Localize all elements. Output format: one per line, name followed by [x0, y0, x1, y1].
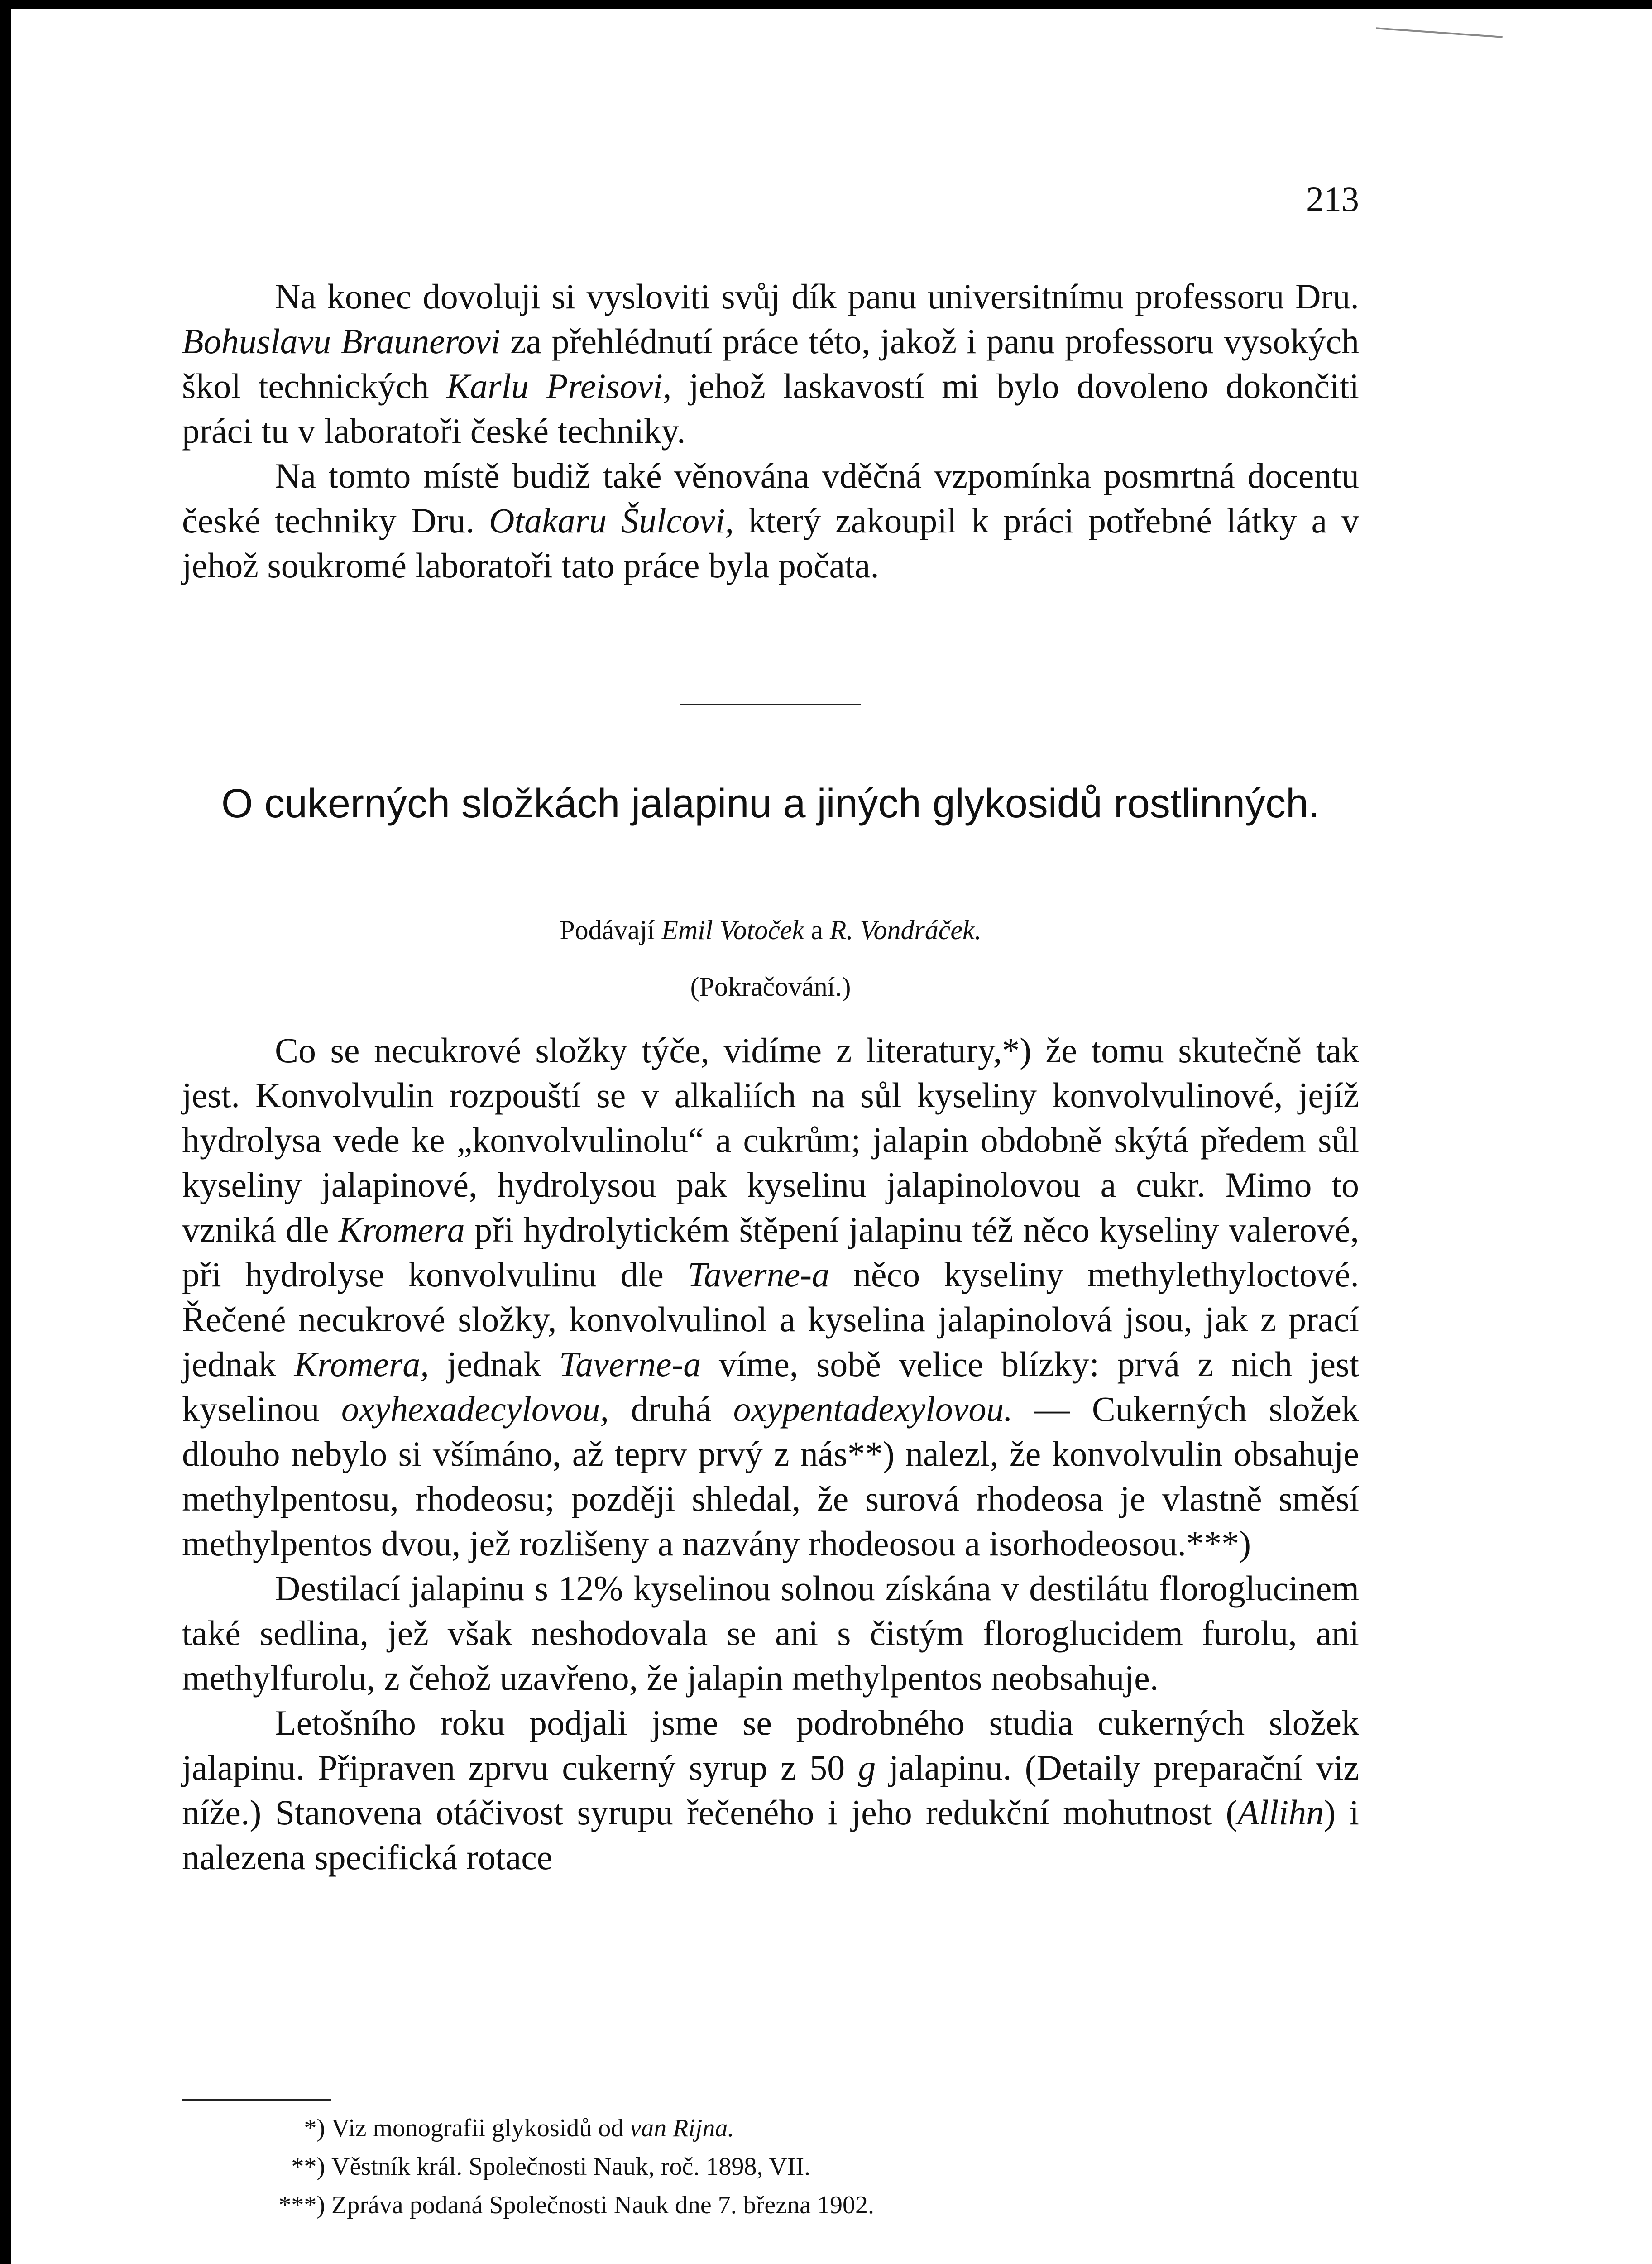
body-paragraph-2: Destilací jalapinu s 12% kyselinou solnou získána v destilátu floroglucinem také sedlina, jež však neshodovala se ani s čistým floroglucidem furolu, ani methylfurolu, z čehož uzavřeno, že jalapin methylpentos neobsahuje. — [182, 1568, 1359, 1698]
article-byline: Podávají Emil Votoček a R. Vondráček. — [560, 915, 982, 945]
footnote-1: *) Viz monografii glykosidů od van Rijna. — [304, 2114, 734, 2142]
acknowledgement-paragraph: Na konec dovoluji si vysloviti svůj dík panu universitnímu professoru Dru. Bohuslavu Braunerovi za přehlédnutí práce této, jakož i panu professoru vysokých škol technických Karlu Preisovi, jehož laskavostí mi bylo dovoleno dokončiti práci tu v laboratoři české techniky. — [182, 277, 1359, 451]
body-paragraph-1: Co se necukrové složky týče, vidíme z literatury,*) že tomu skutečně tak jest. Konvolvulin rozpouští se v alkaliích na sůl kyseliny konvolvulinové, jejíž hydrolysa vede ke „konvolvulinolu“ a cukrům; jalapin obdobně skýtá předem sůl kyseliny jalapinové, hydrolysou pak kyselinu jalapinolovou a cukr. Mimo to vzniká dle Kromera při hydrolytickém štěpení jalapinu též něco kyseliny valerové, při hydrolyse konvolvulinu dle Taverne-a něco kyseliny methylethyloctové. Řečené necukrové složky, konvolvulinol a kyselina jalapinolová jsou, jak z prací jednak Kromera, jednak Taverne-a víme, sobě velice blízky: prvá z nich jest kyselinou oxyhexadecylovou, druhá oxypentadexylovou. — Cukerných složek dlouho nebylo si všímáno, až teprv prvý z nás**) nalezl, že konvolvulin obsahuje methylpentosu, rhodeosu; později shledal, že surová rhodeosa je vlastně směsí methylpentos dvou, jež rozlišeny a nazvány rhodeosou a isorhodeosou.***) — [182, 1031, 1360, 1563]
section-divider — [680, 704, 861, 705]
memorial-paragraph: Na tomto místě budiž také věnována vděčná vzpomínka posmrtná docentu české techniky Dru. Otakaru Šulcovi, který zakoupil k práci potřebné látky a v jehož soukromé laboratoři tato práce byla počata. — [182, 456, 1359, 585]
body-paragraph-3: Letošního roku podjali jsme se podrobného studia cukerných složek jalapinu. Připraven zprvu cukerný syrup z 50 g jalapinu. (Detaily preparační viz níže.) Stanovena otáčivost syrupu řečeného i jeho redukční mohutnost (Allihn) i nalezena specifická rotace — [182, 1703, 1359, 1877]
footnote-rule — [182, 2099, 331, 2101]
footnote-2: **) Věstník král. Společnosti Nauk, roč. 1898, VII. — [291, 2153, 811, 2181]
continuation-note: (Pokračování.) — [690, 972, 851, 1002]
article-title: O cukerných složkách jalapinu a jiných glykosidů rostlinných. — [221, 781, 1320, 826]
article-body — [182, 1028, 1359, 1880]
scan-artifact — [1376, 27, 1503, 38]
page-number: 213 — [1306, 179, 1359, 219]
footnote-3: ***) Zpráva podaná Společnosti Nauk dne 7. března 1902. — [278, 2191, 874, 2219]
intro-section — [182, 274, 1359, 588]
